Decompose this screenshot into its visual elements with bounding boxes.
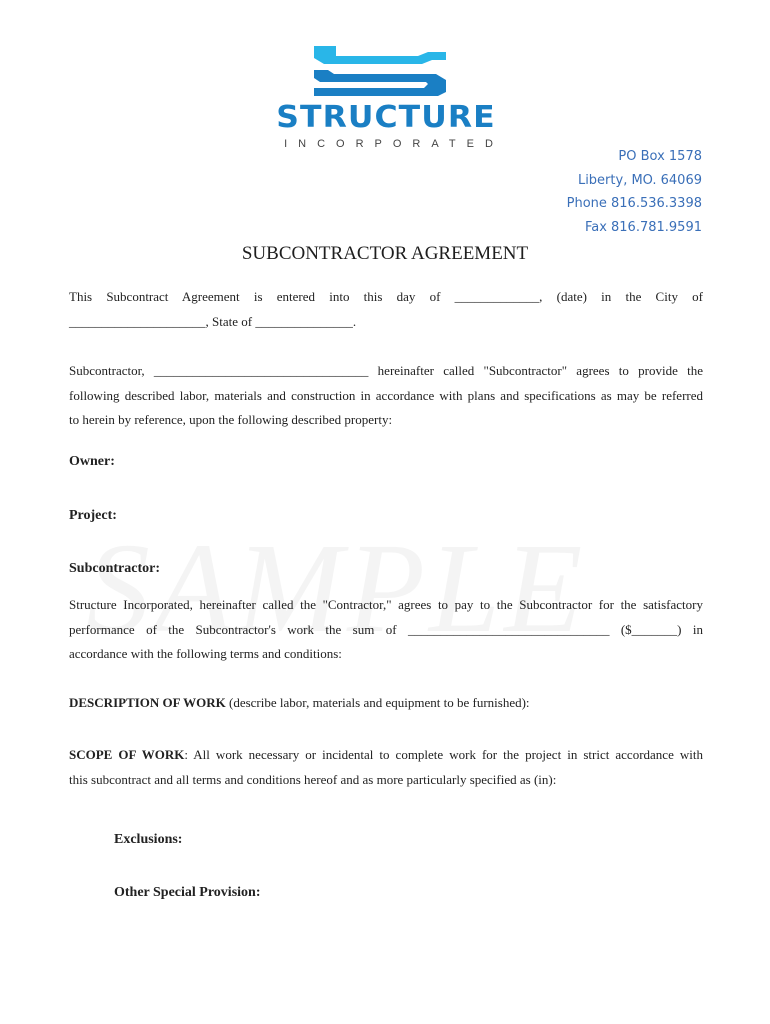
structure-logo-icon — [314, 44, 446, 96]
exclusions-heading: Exclusions: — [114, 832, 183, 847]
address-fax: Fax 816.781.9591 — [584, 219, 702, 235]
subcontractor-line-1: Subcontractor, _________________________________ hereinafter called "Subcontractor" agrees to provide the — [69, 363, 703, 378]
intro-line-2: _____________________, State of _______________. — [69, 313, 357, 329]
address-phone: Phone 816.536.3398 — [566, 196, 702, 211]
subcontractor-heading: Subcontractor: — [69, 561, 160, 576]
description-text: (describe labor, materials and equipment to be furnished): — [225, 695, 530, 710]
owner-heading: Owner: — [69, 454, 115, 469]
scope-line-1 — [69, 743, 703, 768]
payment-paragraph — [69, 593, 703, 667]
company-address — [567, 145, 702, 239]
payment-line-2: performance of the Subcontractor's work the sum of _______________________________ ($_______) in — [69, 621, 703, 637]
company-logo — [236, 44, 536, 152]
scope-line-2: this subcontract and all terms and conditions hereof and as more particularly specified as (in): — [69, 771, 557, 787]
description-of-work — [69, 691, 703, 716]
subcontractor-paragraph — [69, 359, 703, 433]
description-label: DESCRIPTION OF WORK — [69, 695, 226, 710]
payment-line-3: accordance with the following terms and conditions: — [69, 646, 342, 661]
project-heading: Project: — [69, 508, 117, 523]
scope-label: SCOPE OF WORK — [69, 747, 185, 762]
address-po-box: PO Box 1578 — [618, 149, 702, 164]
logo-tagline: INCORPORATED — [284, 138, 504, 150]
document-title: SUBCONTRACTOR AGREEMENT — [241, 243, 529, 264]
other-provision-heading: Other Special Provision: — [114, 885, 261, 900]
scope-text: : All work necessary or incidental to complete work for the project in strict accordance with — [184, 747, 703, 762]
subcontractor-line-2: following described labor, materials and construction in accordance with plans and specifications as may be referred — [69, 387, 703, 403]
intro-paragraph — [69, 285, 703, 334]
payment-line-1: Structure Incorporated, hereinafter called the "Contractor," agrees to pay to the Subcontractor for the satisfactory — [69, 597, 703, 612]
description-line — [69, 691, 703, 716]
subcontractor-line-3: to herein by reference, upon the following described property: — [69, 412, 393, 427]
address-city: Liberty, MO. 64069 — [577, 172, 702, 188]
scope-of-work — [69, 743, 703, 792]
logo-wordmark: STRUCTURE — [276, 100, 496, 135]
intro-line-1: This Subcontract Agreement is entered into this day of _____________, (date) in the City of — [69, 289, 703, 304]
